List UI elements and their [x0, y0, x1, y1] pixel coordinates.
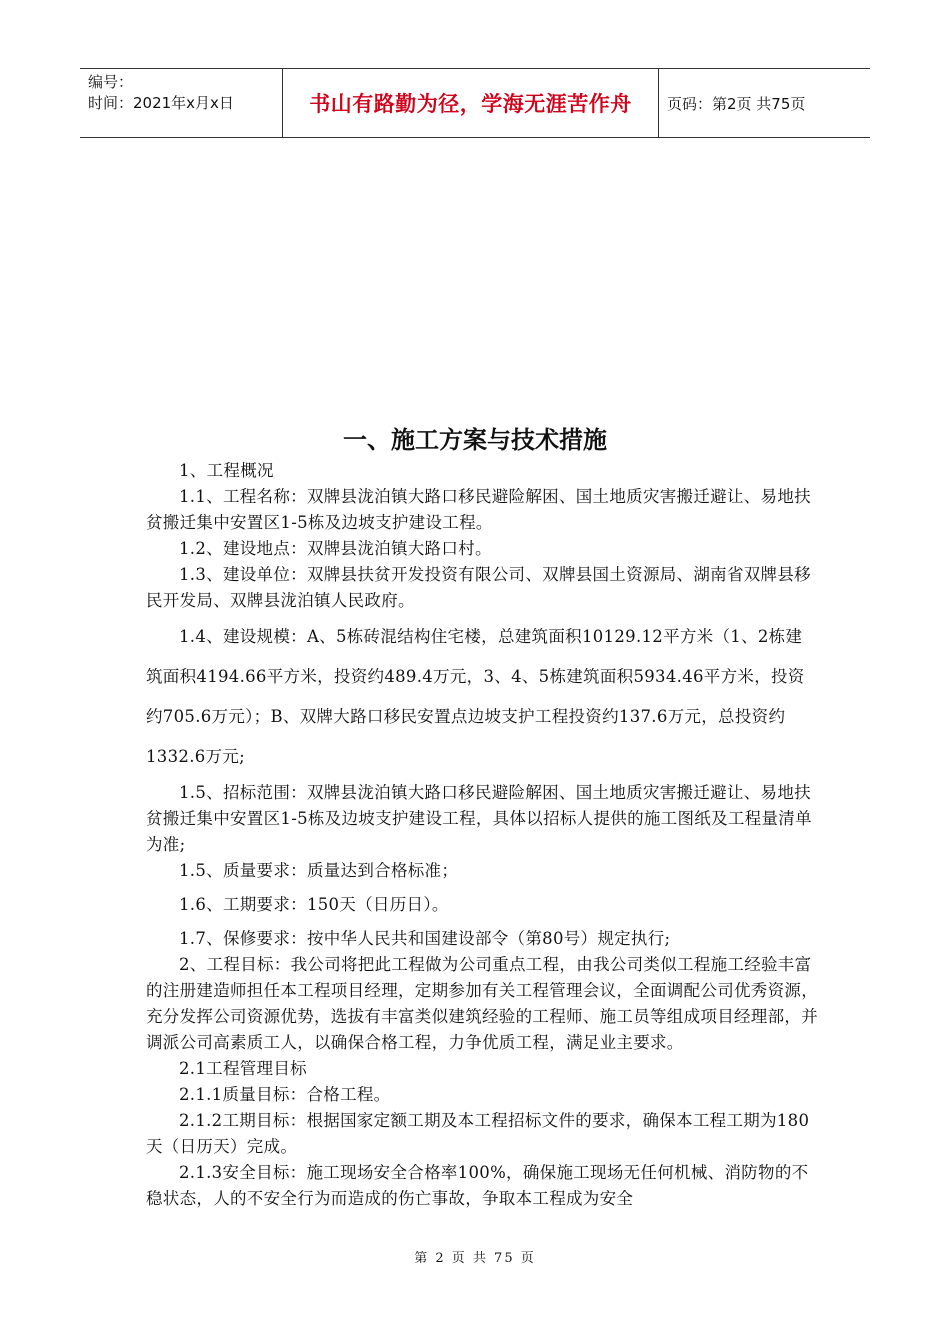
paragraph: 1、工程概况	[179, 461, 274, 480]
paragraph: 2.1.2工期目标：根据国家定额工期及本工程招标文件的要求，确保本工程工期为180天（日历天）完成。	[146, 1111, 810, 1156]
paragraph: 2、工程目标：我公司将把此工程做为公司重点工程，由我公司类似工程施工经验丰富的注册建造师担任本工程项目经理，定期参加有关工程管理会议，全面调配公司优秀资源，充分发挥公司资源优势，选拔有丰富类似建筑经验的工程师、施工员等组成项目经理部，并调派公司高素质工人，以确保合格工程，力争优质工程，满足业主要求。	[146, 955, 818, 1052]
paragraph: 1.1、工程名称：双牌县泷泊镇大路口移民避险解困、国土地质灾害搬迁避让、易地扶贫搬迁集中安置区1-5栋及边坡支护建设工程。	[146, 487, 811, 532]
paragraph: 1.2、建设地点：双牌县泷泊镇大路口村。	[179, 539, 492, 558]
paragraph: 2.1.1质量目标：合格工程。	[179, 1085, 391, 1104]
document-date: 时间：2021年x月x日	[88, 94, 234, 112]
page-header	[80, 68, 870, 138]
header-page-info: 页码：第2页 共75页	[667, 94, 806, 113]
paragraph: 1.6、工期要求：150天（日历日）。	[179, 895, 449, 914]
header-motto-cell	[283, 69, 659, 137]
paragraph: 2.1工程管理目标	[179, 1059, 307, 1078]
paragraph: 1.5、招标范围：双牌县泷泊镇大路口移民避险解困、国土地质灾害搬迁避让、易地扶贫搬迁集中安置区1-5栋及边坡支护建设工程，具体以招标人提供的施工图纸及工程量清单为准;	[146, 783, 812, 854]
document-body	[146, 458, 818, 1212]
page-footer: 第 2 页 共 75 页	[414, 1251, 536, 1266]
paragraph: 2.1.3安全目标：施工现场安全合格率100%，确保施工现场无任何机械、消防物的不稳状态，人的不安全行为而造成的伤亡事故，争取本工程成为安全	[146, 1163, 809, 1208]
header-meta	[80, 69, 283, 137]
header-motto: 书山有路勤为径，学海无涯苦作舟	[309, 92, 632, 116]
paragraph: 1.4、建设规模：A、5栋砖混结构住宅楼，总建筑面积10129.12平方米（1、2栋建筑面积4194.66平方米，投资约489.4万元，3、4、5栋建筑面积5934.46平方米，投资约705.6万元）；B、双牌大路口移民安置点边坡支护工程投资约137.6万元，总投资约1332.6万元;	[146, 627, 805, 766]
paragraph: 1.7、保修要求：按中华人民共和国建设部令（第80号）规定执行;	[179, 929, 671, 948]
paragraph: 1.3、建设单位：双牌县扶贫开发投资有限公司、双牌县国土资源局、湖南省双牌县移民开发局、双牌县泷泊镇人民政府。	[146, 565, 811, 610]
paragraph: 1.5、质量要求：质量达到合格标准；	[179, 861, 459, 880]
document-number-label: 编号：	[88, 73, 134, 91]
section-title: 一、施工方案与技术措施	[343, 426, 607, 454]
